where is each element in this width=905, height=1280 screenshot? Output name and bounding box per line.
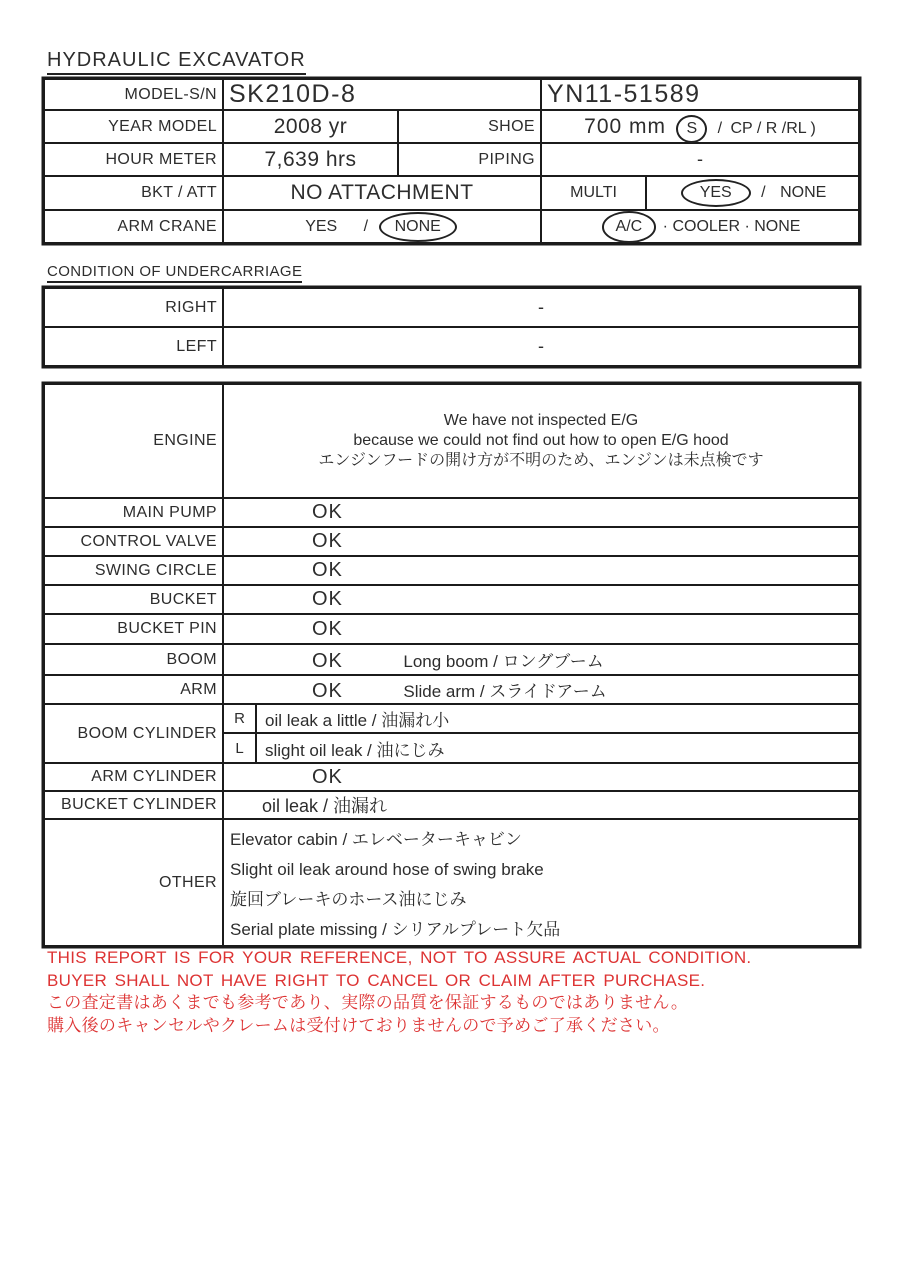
engine-note-line: We have not inspected E/G: [443, 412, 639, 429]
status-ok: OK: [312, 530, 343, 552]
swing-circle-value: [223, 556, 859, 585]
table-row: [44, 675, 859, 704]
control-valve-value: [223, 527, 859, 556]
shoe-value: [541, 110, 859, 143]
boom-value: [223, 644, 859, 675]
shoe-size: 700 mm: [584, 114, 667, 138]
other-notes: [223, 819, 859, 946]
bucket-label: BUCKET: [44, 585, 223, 614]
disclaimer-line: BUYER SHALL NOT HAVE RIGHT TO CANCEL OR CLAIM AFTER PURCHASE.: [47, 970, 706, 990]
table-row: [44, 143, 859, 176]
arm-cylinder-label: ARM CYLINDER: [44, 763, 223, 791]
bkt-att-value: NO ATTACHMENT: [223, 176, 541, 210]
boom-label: BOOM: [44, 644, 223, 675]
main-pump-value: [223, 498, 859, 527]
bucket-cylinder-note: oil leak / 油漏れ: [262, 796, 388, 816]
right-label: RIGHT: [44, 288, 223, 327]
status-ok: OK: [312, 765, 343, 788]
bucket-value: [223, 585, 859, 614]
status-ok: OK: [312, 588, 343, 610]
aircon-value: [541, 210, 859, 243]
left-label: LEFT: [44, 327, 223, 366]
table-row: [44, 210, 859, 243]
other-note-line: Serial plate missing / シリアルプレート欠品: [230, 920, 561, 939]
table-row: [44, 644, 859, 675]
arm-crane-separator: /: [363, 217, 369, 235]
shoe-options: CP / R /RL ): [730, 119, 816, 137]
arm-crane-yes-option: YES: [305, 217, 338, 235]
arm-note: Slide arm / スライドアーム: [403, 681, 607, 701]
undercarriage-heading: CONDITION OF UNDERCARRIAGE: [47, 263, 302, 283]
table-row: [44, 384, 859, 498]
bucket-cylinder-value: [223, 791, 859, 819]
bucket-cylinder-label: BUCKET CYLINDER: [44, 791, 223, 819]
disclaimer-line: THIS REPORT IS FOR YOUR REFERENCE, NOT TO ASSURE ACTUAL CONDITION.: [47, 948, 752, 967]
table-row: [44, 498, 859, 527]
circle-annotation: YES: [681, 179, 751, 207]
arm-cylinder-value: [223, 763, 859, 791]
table-row: [44, 614, 859, 644]
table-row: [44, 585, 859, 614]
status-ok: OK: [312, 649, 343, 672]
table-row: [44, 819, 859, 946]
multi-label: MULTI: [541, 176, 646, 210]
control-valve-label: CONTROL VALVE: [44, 527, 223, 556]
table-row: [44, 527, 859, 556]
aircon-options: · COOLER · NONE: [662, 217, 801, 235]
boom-cylinder-l-value: slight oil leak / 油にじみ: [256, 733, 859, 763]
right-value: -: [223, 288, 859, 327]
boom-cylinder-label: BOOM CYLINDER: [44, 704, 223, 763]
undercarriage-table: [43, 287, 860, 367]
engine-note: [223, 384, 859, 498]
table-row: [44, 704, 859, 733]
main-pump-label: MAIN PUMP: [44, 498, 223, 527]
table-row: [44, 763, 859, 791]
piping-value: -: [541, 143, 859, 176]
swing-circle-label: SWING CIRCLE: [44, 556, 223, 585]
multi-separator: /: [761, 184, 766, 201]
page-title: HYDRAULIC EXCAVATOR: [47, 49, 306, 75]
boom-cylinder-r-value: oil leak a little / 油漏れ小: [256, 704, 859, 733]
left-value: -: [223, 327, 859, 366]
engine-label: ENGINE: [44, 384, 223, 498]
hour-meter-value: 7,639 hrs: [223, 143, 398, 176]
boom-cylinder-r-badge: R: [223, 704, 256, 733]
year-model-value: 2008 yr: [223, 110, 398, 143]
arm-crane-label: ARM CRANE: [44, 210, 223, 243]
status-ok: OK: [312, 559, 343, 581]
bkt-att-label: BKT / ATT: [44, 176, 223, 210]
other-note-line: 旋回ブレーキのホース油にじみ: [230, 890, 467, 909]
year-model-label: YEAR MODEL: [44, 110, 223, 143]
status-ok: OK: [312, 617, 343, 640]
shoe-separator: /: [717, 119, 723, 137]
boom-cylinder-l-badge: L: [223, 733, 256, 763]
circle-annotation: NONE: [379, 212, 457, 242]
serial-value: YN11-51589: [541, 79, 859, 110]
disclaimer-line: この査定書はあくまでも参考であり、実際の品質を保証するものではありません。: [47, 993, 689, 1012]
model-sn-label: MODEL-S/N: [44, 79, 223, 110]
inspection-table: [43, 383, 860, 947]
spec-table: [43, 78, 860, 244]
model-value: SK210D-8: [223, 79, 541, 110]
disclaimer: [47, 947, 751, 1037]
piping-label: PIPING: [398, 143, 541, 176]
other-label: OTHER: [44, 819, 223, 946]
bucket-pin-value: [223, 614, 859, 644]
table-row: [44, 791, 859, 819]
arm-label: ARM: [44, 675, 223, 704]
circle-annotation: A/C: [602, 211, 657, 243]
disclaimer-line: 購入後のキャンセルやクレームは受付けておりませんので予めご了承ください。: [47, 1015, 670, 1035]
hour-meter-label: HOUR METER: [44, 143, 223, 176]
table-row: [44, 556, 859, 585]
engine-note-line: because we could not find out how to open E/G hood: [353, 432, 729, 449]
table-row: [44, 110, 859, 143]
shoe-label: SHOE: [398, 110, 541, 143]
circle-annotation: S: [676, 115, 707, 143]
table-row: [44, 176, 859, 210]
table-row: [44, 79, 859, 110]
arm-value: [223, 675, 859, 704]
engine-note-line: エンジンフードの開け方が不明のため、エンジンは未点検です: [318, 452, 764, 469]
other-note-line: Elevator cabin / エレベーターキャビン: [230, 830, 522, 849]
table-row: [44, 327, 859, 366]
multi-none-option: NONE: [780, 184, 827, 201]
table-row: [44, 288, 859, 327]
bucket-pin-label: BUCKET PIN: [44, 614, 223, 644]
status-ok: OK: [312, 501, 343, 523]
other-note-line: Slight oil leak around hose of swing brake: [230, 860, 544, 879]
multi-value: [646, 176, 859, 210]
arm-crane-value: [223, 210, 541, 243]
boom-note: Long boom / ロングブーム: [403, 651, 604, 671]
status-ok: OK: [312, 679, 343, 702]
